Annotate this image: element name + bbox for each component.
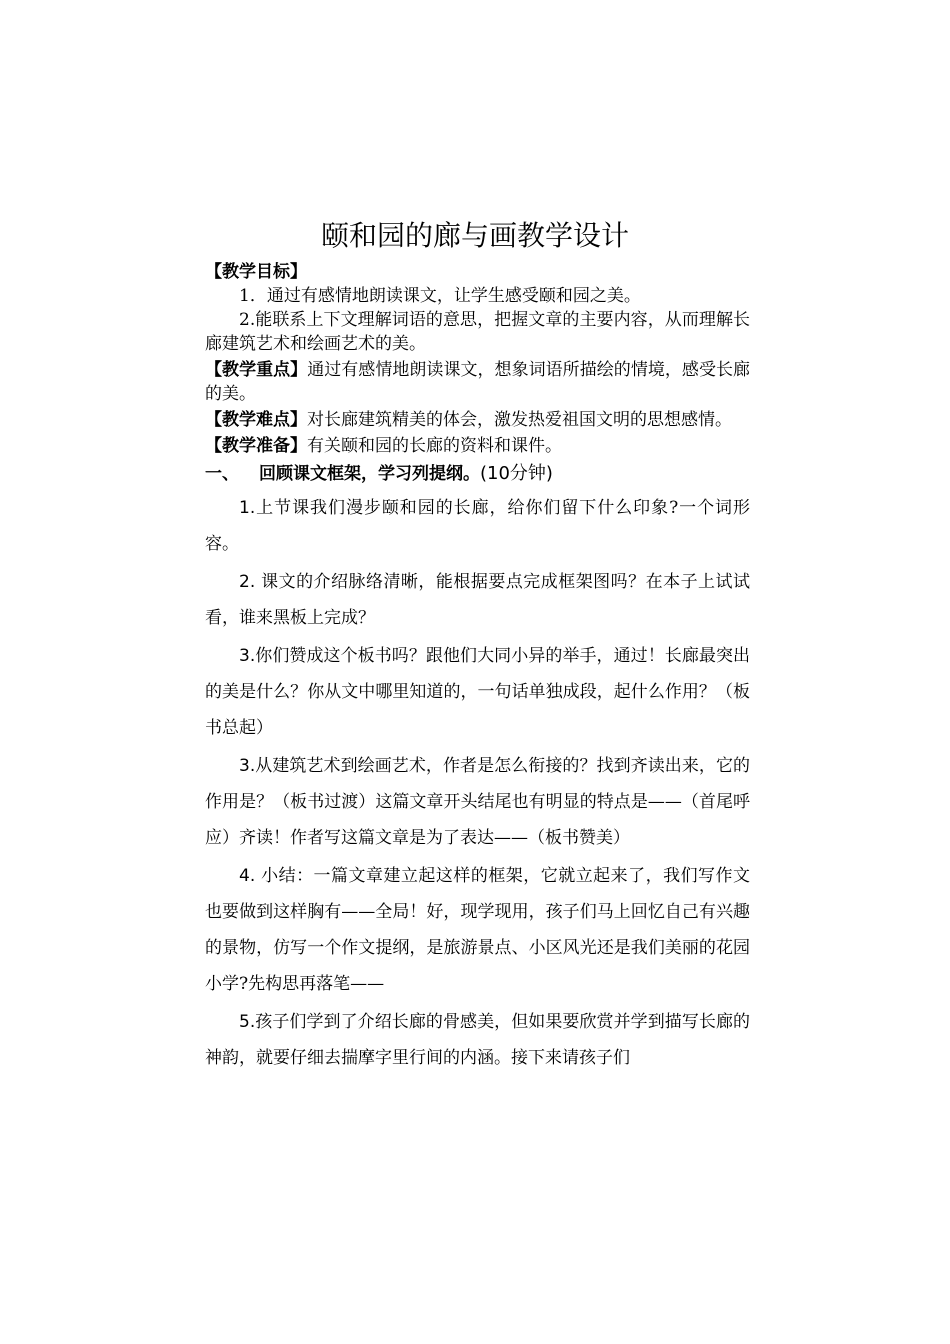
step-text: 孩子们学到了介绍长廊的骨感美，但如果要欣赏并学到描写长廊的神韵，就要仔细去揣摩字里行间的内涵。接下来请孩子们 — [205, 1012, 750, 1068]
objectives-label-line — [205, 260, 750, 284]
step-text: 上节课我们漫步颐和园的长廊，给你们留下什么印象?一个词形容。 — [205, 498, 750, 554]
step-number: 4. — [239, 866, 256, 886]
difficulty-text: 对长廊建筑精美的体会，激发热爱祖国文明的思想感情。 — [307, 410, 732, 430]
step-paragraph — [205, 1004, 750, 1076]
key-point — [205, 358, 750, 406]
step-text: 小结：一篇文章建立起这样的框架，它就立起来了，我们写作文也要做到这样胸有——全局！好，现学现用，孩子们马上回忆自己有兴趣的景物，仿写一个作文提纲，是旅游景点、小区风光还是我们美丽的花园小学?先构思再落笔—— — [205, 866, 750, 994]
preparation — [205, 434, 750, 458]
step-text: 课文的介绍脉络清晰，能根据要点完成框架图吗？在本子上试试看，谁来黑板上完成？ — [205, 572, 750, 628]
section-heading — [205, 460, 750, 488]
objective-item-2: 2.能联系上下文理解词语的意思，把握文章的主要内容，从而理解长廊建筑艺术和绘画艺术的美。 — [205, 310, 750, 354]
preparation-label: 【教学准备】 — [205, 436, 307, 456]
section-title: 回顾课文框架，学习列提纲。 — [259, 464, 480, 484]
document-body — [205, 260, 750, 1076]
step-text: 你们赞成这个板书吗？跟他们大同小异的举手，通过！长廊最突出的美是什么？你从文中哪里知道的，一句话单独成段，起什么作用？（板书总起） — [205, 646, 750, 738]
objective-item-1: 1．通过有感情地朗读课文，让学生感受颐和园之美。 — [239, 286, 641, 306]
step-number: 5. — [239, 1012, 256, 1032]
step-paragraph — [205, 490, 750, 562]
step-number: 1. — [239, 498, 256, 518]
section-number: 一、 — [205, 464, 239, 484]
key-point-text: 通过有感情地朗读课文，想象词语所描绘的情境，感受长廊的美。 — [205, 360, 751, 404]
preparation-text: 有关颐和园的长廊的资料和课件。 — [307, 436, 562, 456]
key-point-label: 【教学重点】 — [205, 360, 308, 380]
step-paragraph — [205, 638, 750, 746]
objectives-label: 【教学目标】 — [205, 262, 307, 282]
step-paragraph — [205, 564, 750, 636]
section-duration: (10分钟) — [480, 463, 553, 484]
step-paragraph — [205, 748, 750, 856]
difficulty-label: 【教学难点】 — [205, 410, 307, 430]
step-number: 3. — [239, 756, 256, 776]
step-number: 3. — [239, 646, 256, 666]
document-title: 颐和园的廊与画教学设计 — [320, 219, 629, 252]
step-number: 2. — [239, 572, 256, 592]
step-paragraph — [205, 858, 750, 1002]
difficulty — [205, 408, 750, 432]
step-text: 从建筑艺术到绘画艺术，作者是怎么衔接的？找到齐读出来，它的作用是？（板书过渡）这篇文章开头结尾也有明显的特点是——（首尾呼应）齐读！作者写这篇文章是为了表达——（板书赞美） — [205, 756, 750, 848]
